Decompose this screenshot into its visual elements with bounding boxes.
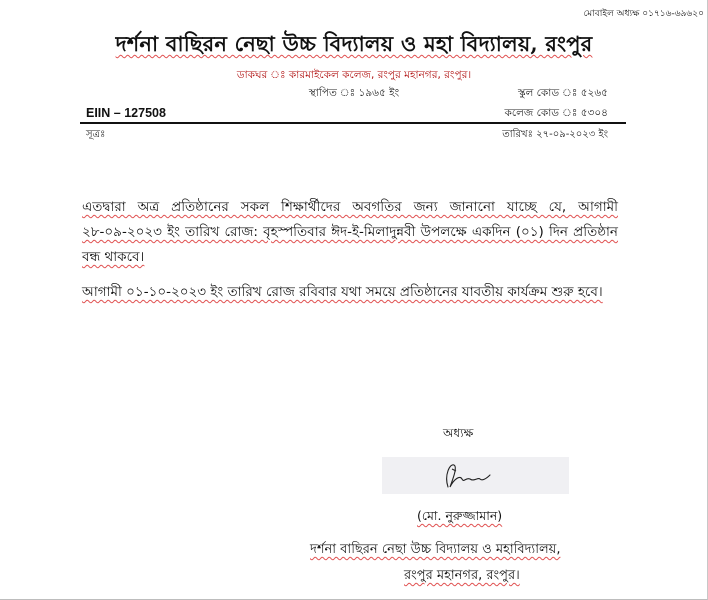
school-name-heading: দর্শনা বাছিরন নেছা উচ্চ বিদ্যালয় ও মহা বিদ্যালয়, রংপুর <box>115 31 593 56</box>
post-office-line: ডাকঘর ঃ কারমাইকেল কলেজ, রংপুর মহানগর, রংপুর। <box>236 69 472 81</box>
footer-school-name: দর্শনা বাছিরন নেছা উচ্চ বিদ্যালয় ও মহাবিদ্যালয়, <box>310 542 561 557</box>
notice-paragraph-2: আগামী ০১-১০-২০২৩ ইং তারিখ রোজ রবিবার যথা সময়ে প্রতিষ্ঠানের যাবতীয় কার্যক্রম শুরু হবে। <box>82 284 603 300</box>
college-code: কলেজ কোড ঃ ৫৩০৪ <box>504 107 608 119</box>
established-year: স্থাপিত ঃ ১৯৬৫ ইং <box>308 87 400 99</box>
principal-title: অধ্যক্ষ <box>443 426 474 440</box>
header-divider <box>80 122 626 124</box>
principal-name: (মো. নুরুজ্জামান) <box>417 508 503 523</box>
reference-label: সূত্রঃ <box>86 129 106 140</box>
school-code: স্কুল কোড ঃ ৫২৬৫ <box>517 87 608 99</box>
eiin-number: EIIN – 127508 <box>86 106 166 120</box>
notice-body <box>82 195 618 315</box>
notice-date: তারিখঃ ২৭-০৯-২০২৩ ইং <box>502 129 608 140</box>
signature-scribble <box>382 457 569 494</box>
notice-paragraph-1: এতদ্বারা অত্র প্রতিষ্ঠানের সকল শিক্ষার্থীদের অবগতির জন্য জানানো যাচ্ছে যে, আগামী ২৮-০৯-২০২৩ ইং তারিখ রোজ: বৃহস্পতিবার ঈদ-ই-মিলাদুন্নবী উপলক্ষে একদিন (০১) দিন প্রতিষ্ঠান বন্ধ থাকবে। <box>82 199 618 265</box>
signature-image <box>382 457 569 494</box>
mobile-number: মোবাইল অধ্যক্ষ ০১৭১৬-৬৯৬২০ <box>583 9 704 19</box>
footer-address: রংপুর মহানগর, রংপুর। <box>404 568 520 583</box>
